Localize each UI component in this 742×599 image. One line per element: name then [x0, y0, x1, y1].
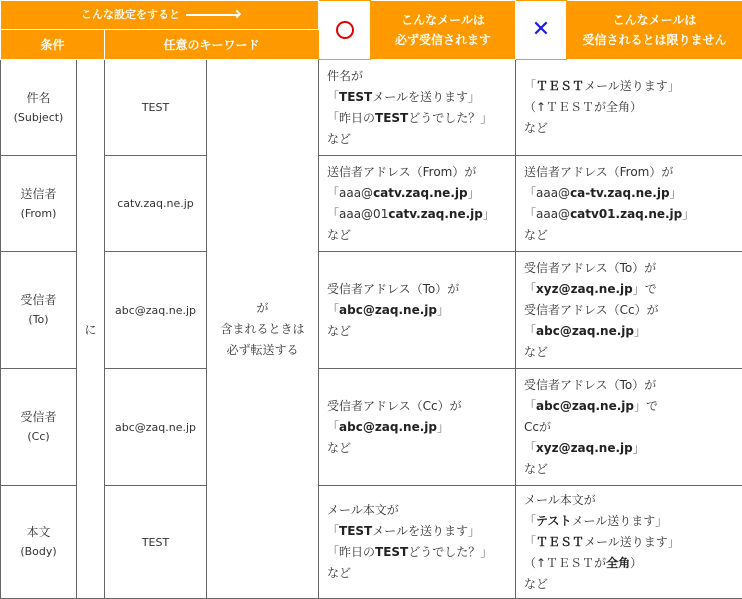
not-guaranteed-example-cell [516, 486, 742, 599]
example-text: 「 [524, 324, 536, 338]
example-line [524, 258, 742, 279]
highlighted-text: ＴＥＳＴ [536, 79, 584, 93]
received-example-cell [319, 156, 516, 252]
example-text: 「aaa@ [327, 186, 373, 200]
keyword-header: 任意のキーワード [105, 30, 319, 60]
example-line [327, 225, 515, 246]
example-text: （↑ＴＥＳＴが全角） [524, 100, 642, 114]
example-text: 」 [437, 303, 449, 317]
example-line [327, 500, 515, 521]
action-text-line: 必ず転送する [207, 340, 318, 361]
received-example-cell [319, 369, 516, 486]
highlighted-text: catv01.zaq.ne.jp [570, 207, 682, 221]
keyword-cell: abc@zaq.ne.jp [105, 252, 207, 369]
example-text: など [524, 577, 548, 591]
highlighted-text: 全角 [606, 556, 630, 570]
example-text: 」 [437, 420, 449, 434]
example-line [327, 183, 515, 204]
not-guaranteed-example-cell [516, 156, 742, 252]
example-line [524, 342, 742, 363]
condition-cell [1, 369, 77, 486]
example-text: メール本文が [524, 493, 596, 507]
example-text: 「昨日の [327, 111, 375, 125]
example-text: など [327, 228, 351, 242]
ng-header-line-1: こんなメールは [567, 10, 742, 30]
example-text: 」で [633, 282, 657, 296]
example-text: など [327, 566, 351, 580]
example-text: など [524, 345, 548, 359]
example-text: 受信者アドレス（To）が [524, 378, 656, 392]
condition-label: 受信者 [1, 290, 76, 310]
action-text-line: が [207, 298, 318, 319]
example-line [524, 396, 742, 417]
example-text: 「aaa@ [524, 207, 570, 221]
condition-cell [1, 156, 77, 252]
example-line [524, 511, 742, 532]
example-text: 」 [634, 324, 646, 338]
highlighted-text: abc@zaq.ne.jp [536, 399, 634, 413]
example-text: など [327, 132, 351, 146]
highlighted-text: abc@zaq.ne.jp [339, 303, 437, 317]
received-example-cell [319, 486, 516, 599]
highlighted-text: catv.zaq.ne.jp [388, 207, 483, 221]
example-text: メール本文が [327, 503, 399, 517]
example-line [327, 542, 515, 563]
settings-banner [1, 1, 319, 30]
example-text: など [524, 121, 548, 135]
ok-header-line-2: 必ず受信されます [371, 30, 515, 50]
highlighted-text: TEST [375, 545, 408, 559]
example-line [524, 183, 742, 204]
example-line [327, 417, 515, 438]
example-text: 」 [682, 207, 694, 221]
rule-row [1, 156, 742, 252]
highlighted-text: ＴＥＳＴ [536, 535, 584, 549]
example-line [327, 87, 515, 108]
rule-row [1, 60, 742, 156]
highlighted-text: テスト [536, 514, 572, 528]
example-text: メール送ります」 [584, 79, 680, 93]
condition-sublabel: (From) [1, 204, 76, 224]
keyword-cell: TEST [105, 486, 207, 599]
condition-cell [1, 252, 77, 369]
example-text: メール送ります」 [572, 514, 668, 528]
example-text: 」 [633, 441, 645, 455]
example-text: 「 [524, 79, 536, 93]
received-example-cell [319, 252, 516, 369]
example-line [327, 129, 515, 150]
highlighted-text: catv.zaq.ne.jp [373, 186, 468, 200]
received-example-cell [319, 60, 516, 156]
example-line [327, 521, 515, 542]
example-text: 「aaa@ [524, 186, 570, 200]
example-line [524, 532, 742, 553]
example-text: 」 [483, 207, 495, 221]
example-text: 」 [468, 186, 480, 200]
example-line [524, 204, 742, 225]
condition-label: 受信者 [1, 407, 76, 427]
example-line [524, 574, 742, 595]
example-text: 受信者アドレス（Cc）が [327, 399, 462, 413]
example-text: など [327, 324, 351, 338]
condition-label: 送信者 [1, 184, 76, 204]
cross-icon: ✕ [532, 17, 550, 42]
example-text: 「 [524, 535, 536, 549]
example-text: どうでした？」 [408, 111, 492, 125]
condition-cell [1, 486, 77, 599]
example-text: Ccが [524, 420, 551, 434]
example-text: 送信者アドレス（From）が [524, 165, 673, 179]
circle-icon [336, 21, 354, 39]
not-guaranteed-example-cell [516, 369, 742, 486]
example-text: どうでした？」 [408, 545, 492, 559]
example-text: 「 [524, 399, 536, 413]
example-text: 件名が [327, 69, 363, 83]
condition-sublabel: (Subject) [1, 108, 76, 128]
example-line [524, 459, 742, 480]
example-line [327, 204, 515, 225]
highlighted-text: TEST [375, 111, 408, 125]
action-cell [207, 60, 319, 599]
example-line [524, 438, 742, 459]
example-line [524, 225, 742, 246]
example-text: メール送ります」 [584, 535, 680, 549]
example-text: 受信者アドレス（To）が [327, 282, 459, 296]
example-line [524, 162, 742, 183]
example-text: 「 [327, 303, 339, 317]
highlighted-text: xyz@zaq.ne.jp [536, 441, 633, 455]
condition-sublabel: (To) [1, 310, 76, 330]
example-line [524, 490, 742, 511]
ok-header-line-1: こんなメールは [371, 10, 515, 30]
highlighted-text: abc@zaq.ne.jp [339, 420, 437, 434]
example-text: 「昨日の [327, 545, 375, 559]
condition-sublabel: (Body) [1, 542, 76, 562]
example-line [524, 300, 742, 321]
example-line [524, 118, 742, 139]
example-text: 「 [327, 90, 339, 104]
example-text: メールを送ります」 [372, 524, 480, 538]
example-line [327, 396, 515, 417]
ok-header [371, 1, 516, 60]
example-line [524, 321, 742, 342]
example-line [524, 417, 742, 438]
keyword-cell: catv.zaq.ne.jp [105, 156, 207, 252]
example-line [327, 162, 515, 183]
example-text: 「 [327, 524, 339, 538]
example-text: 受信者アドレス（Cc）が [524, 303, 659, 317]
example-line [327, 279, 515, 300]
example-line [327, 66, 515, 87]
condition-label: 件名 [1, 88, 76, 108]
rule-row [1, 369, 742, 486]
example-text: 「aaa@01 [327, 207, 388, 221]
example-line [327, 563, 515, 584]
condition-label: 本文 [1, 522, 76, 542]
condition-sublabel: (Cc) [1, 427, 76, 447]
example-line [327, 108, 515, 129]
condition-header: 条件 [1, 30, 105, 60]
ng-header-line-2: 受信されるとは限りません [567, 30, 742, 50]
right-arrow-icon [186, 14, 238, 16]
ok-symbol-cell [319, 1, 371, 60]
example-text: 」 [670, 186, 682, 200]
example-text: 「 [524, 282, 536, 296]
example-text: など [524, 462, 548, 476]
example-text: 受信者アドレス（To）が [524, 261, 656, 275]
example-line [524, 279, 742, 300]
not-guaranteed-example-cell [516, 60, 742, 156]
example-line [327, 438, 515, 459]
keyword-cell: abc@zaq.ne.jp [105, 369, 207, 486]
example-text: ） [630, 556, 642, 570]
example-line [524, 553, 742, 574]
not-guaranteed-example-cell [516, 252, 742, 369]
connector-cell: に [77, 60, 105, 599]
keyword-cell: TEST [105, 60, 207, 156]
example-line [327, 321, 515, 342]
example-text: など [327, 441, 351, 455]
rule-row [1, 486, 742, 599]
example-line [327, 300, 515, 321]
highlighted-text: TEST [339, 90, 372, 104]
highlighted-text: TEST [339, 524, 372, 538]
example-text: （↑ＴＥＳＴが [524, 556, 606, 570]
condition-cell [1, 60, 77, 156]
example-line [524, 375, 742, 396]
highlighted-text: ca-tv.zaq.ne.jp [570, 186, 670, 200]
highlighted-text: xyz@zaq.ne.jp [536, 282, 633, 296]
example-line [524, 97, 742, 118]
highlighted-text: abc@zaq.ne.jp [536, 324, 634, 338]
rule-row [1, 252, 742, 369]
rules-body [1, 60, 742, 599]
banner-text: こんな設定をすると [81, 8, 180, 21]
example-text: 送信者アドレス（From）が [327, 165, 476, 179]
example-text: 「 [327, 420, 339, 434]
example-text: 「 [524, 441, 536, 455]
action-text-line: 含まれるときは [207, 319, 318, 340]
example-text: 「 [524, 514, 536, 528]
example-text: メールを送ります」 [372, 90, 480, 104]
ng-symbol-cell [516, 1, 567, 60]
example-text: など [524, 228, 548, 242]
example-line [524, 76, 742, 97]
example-text: 」で [634, 399, 658, 413]
ng-header [567, 1, 742, 60]
